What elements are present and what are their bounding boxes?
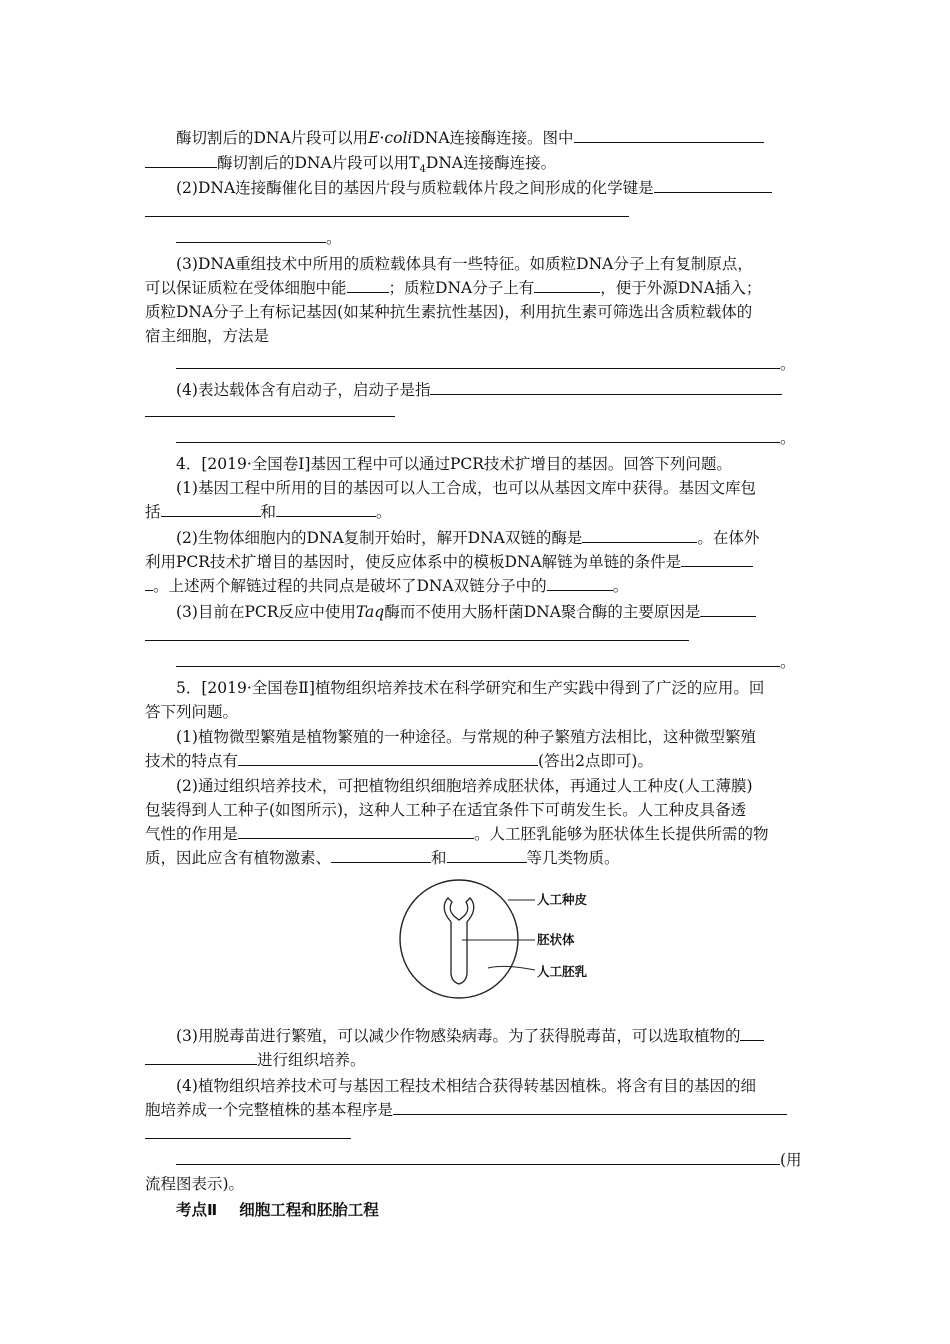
q3-p3-line-2	[145, 276, 807, 300]
blank[interactable]	[176, 227, 326, 243]
ecoli-term: E·coli	[368, 129, 413, 147]
q5-p4-line-end	[145, 1172, 807, 1196]
seed-coat-circle	[400, 880, 518, 998]
q5-p1-line-2	[145, 749, 807, 773]
q4-p1-line-2	[145, 500, 807, 524]
section-title: 细胞工程和胚胎工程	[239, 1201, 379, 1219]
answer-line[interactable]	[145, 216, 629, 217]
taq-term: Taq	[355, 603, 385, 621]
text: 和	[431, 849, 447, 867]
text: 4．[2019·全国卷Ⅰ]基因工程中可以通过PCR技术扩增目的基因。回答下列问题。	[176, 455, 732, 473]
text: 5．[2019·全国卷Ⅱ]植物组织培养技术在科学研究和生产实践中得到了广泛的应用。回	[176, 679, 765, 697]
answer-line[interactable]	[145, 416, 395, 417]
text: 可以保证质粒在受体细胞中能	[145, 279, 347, 297]
text: 气性的作用是	[145, 825, 239, 843]
q4-heading	[176, 452, 807, 476]
embryoid-shape	[444, 898, 474, 984]
text: (3)用脱毒苗进行繁殖，可以减少作物感染病毒。为了获得脱毒苗，可以选取植物的	[176, 1027, 741, 1045]
blank[interactable]	[547, 575, 613, 591]
text: 。人工胚乳能够为胚状体生长提供所需的物	[474, 825, 769, 843]
q3-p3-answer	[176, 352, 807, 376]
text: 质，因此应含有植物激素、	[145, 849, 332, 867]
blank[interactable]	[700, 601, 756, 617]
q4-p3-answer	[176, 650, 807, 674]
text: 。上述两个解链过程的共同点是破坏了DNA双链分子中的	[153, 577, 547, 595]
q5-p3-line-2	[145, 1048, 807, 1072]
q5-p4-line-2	[145, 1098, 807, 1122]
q5-p2-line-2	[145, 798, 807, 822]
text: (答出2点即可)。	[538, 752, 653, 770]
blank[interactable]	[176, 1149, 780, 1165]
q5-p4-line-1	[176, 1074, 807, 1098]
q4-p1-line-1	[176, 476, 807, 500]
text: 技术的特点有	[145, 752, 239, 770]
blank[interactable]	[276, 501, 376, 517]
text: 包装得到人工种子(如图所示)，这种人工种子在适宜条件下可萌发生长。人工种皮具备透	[145, 801, 747, 819]
blank[interactable]	[430, 379, 782, 395]
q3-p3-line-4	[145, 324, 807, 348]
blank[interactable]	[176, 651, 780, 667]
text: 答下列问题。	[145, 703, 239, 721]
blank[interactable]	[447, 847, 527, 863]
text: 括	[145, 503, 161, 521]
text: 。在体外	[697, 529, 760, 547]
blank[interactable]	[176, 353, 780, 369]
text: 进行组织培养。	[257, 1051, 366, 1069]
label-seed-coat: 人工种皮	[537, 892, 588, 907]
text: DNA连接酶连接。	[425, 154, 557, 172]
q5-p2-line-1	[176, 774, 807, 798]
blank[interactable]	[574, 127, 764, 143]
text: 。	[326, 229, 342, 247]
section-label: 考点Ⅱ	[176, 1201, 218, 1219]
text: 酶切割后的DNA片段可以用T	[217, 154, 420, 172]
blank[interactable]	[176, 427, 780, 443]
text: (2)生物体细胞内的DNA复制开始时，解开DNA双链的酶是	[176, 529, 583, 547]
text: (2)DNA连接酶催化目的基因片段与质粒载体片段之间形成的化学键是	[176, 179, 654, 197]
q3-p2-end	[176, 226, 807, 250]
text: 等几类物质。	[526, 849, 620, 867]
text: DNA连接酶连接。图中	[412, 129, 574, 147]
q5-p2-line-4	[145, 846, 807, 870]
q3-line-1	[176, 126, 807, 150]
blank[interactable]	[681, 551, 753, 567]
q4-p2-line-1	[176, 526, 807, 550]
q5-heading-1	[176, 676, 807, 700]
q4-p2-line-3	[145, 574, 807, 598]
text: 。	[376, 503, 392, 521]
text: 利用PCR技术扩增目的基因时，使反应体系中的模板DNA解链为单链的条件是	[145, 553, 682, 571]
text: 宿主细胞，方法是	[145, 327, 270, 345]
text: 和	[260, 503, 277, 521]
blank[interactable]	[740, 1025, 764, 1041]
text: (2)通过组织培养技术，可把植物组织细胞培养成胚状体，再通过人工种皮(人工薄膜)	[176, 777, 753, 795]
q3-p4	[176, 378, 807, 402]
label-endosperm: 人工胚乳	[537, 964, 588, 979]
q4-p2-line-2	[145, 550, 807, 574]
text: 。	[780, 429, 796, 447]
text: 胞培养成一个完整植株的基本程序是	[145, 1101, 394, 1119]
q3-p3-line-1	[176, 252, 807, 276]
text: ，便于外源DNA插入；	[600, 279, 762, 297]
q5-p2-line-3	[145, 822, 807, 846]
blank[interactable]	[393, 1099, 787, 1115]
subscript: 4	[419, 164, 426, 176]
q3-p4-answer	[176, 426, 807, 450]
q3-p3-line-3	[145, 300, 807, 324]
q4-p3	[176, 600, 807, 624]
q5-p3-line-1	[176, 1024, 807, 1048]
section-heading	[176, 1198, 807, 1222]
blank[interactable]	[534, 277, 600, 293]
answer-line[interactable]	[145, 640, 689, 641]
text: (4)表达载体含有启动子，启动子是指	[176, 381, 431, 399]
q5-p4-answer	[176, 1148, 807, 1172]
q3-p2	[176, 176, 807, 200]
label-embryoid: 胚状体	[537, 932, 575, 947]
blank[interactable]	[331, 847, 431, 863]
blank[interactable]	[582, 527, 697, 543]
blank[interactable]	[145, 152, 217, 168]
text: 。	[780, 355, 796, 373]
blank[interactable]	[238, 750, 538, 766]
blank[interactable]	[654, 177, 772, 193]
q5-heading-2	[145, 700, 807, 724]
blank[interactable]	[347, 277, 389, 293]
answer-line[interactable]	[145, 1138, 351, 1139]
text: (3)目前在PCR反应中使用	[176, 603, 356, 621]
text: 质粒DNA分子上有标记基因(如某种抗生素抗性基因)，利用抗生素可筛选出含质粒载体的	[145, 303, 753, 321]
text: 流程图表示)。	[145, 1175, 245, 1193]
text: 酶切割后的DNA片段可以用	[176, 129, 369, 147]
text: (3)DNA重组技术中所用的质粒载体具有一些特征。如质粒DNA分子上有复制原点，	[176, 255, 753, 273]
blank[interactable]	[145, 1049, 257, 1065]
blank[interactable]	[238, 823, 474, 839]
blank[interactable]	[145, 575, 153, 591]
leader-line	[488, 966, 535, 970]
blank[interactable]	[161, 501, 261, 517]
text: (4)植物组织培养技术可与基因工程技术相结合获得转基因植株。将含有目的基因的细	[176, 1077, 756, 1095]
text: (1)基因工程中所用的目的基因可以人工合成，也可以从基因文库中获得。基因文库包	[176, 479, 756, 497]
text: ；质粒DNA分子上有	[388, 279, 535, 297]
q5-p1-line-1	[176, 725, 807, 749]
text: (1)植物微型繁殖是植物繁殖的一种途径。与常规的种子繁殖方法相比，这种微型繁殖	[176, 728, 756, 746]
text: 酶而不使用大肠杆菌DNA聚合酶的主要原因是	[384, 603, 701, 621]
text: 。	[780, 653, 796, 671]
text: (用	[780, 1151, 802, 1169]
text: 。	[612, 577, 629, 595]
